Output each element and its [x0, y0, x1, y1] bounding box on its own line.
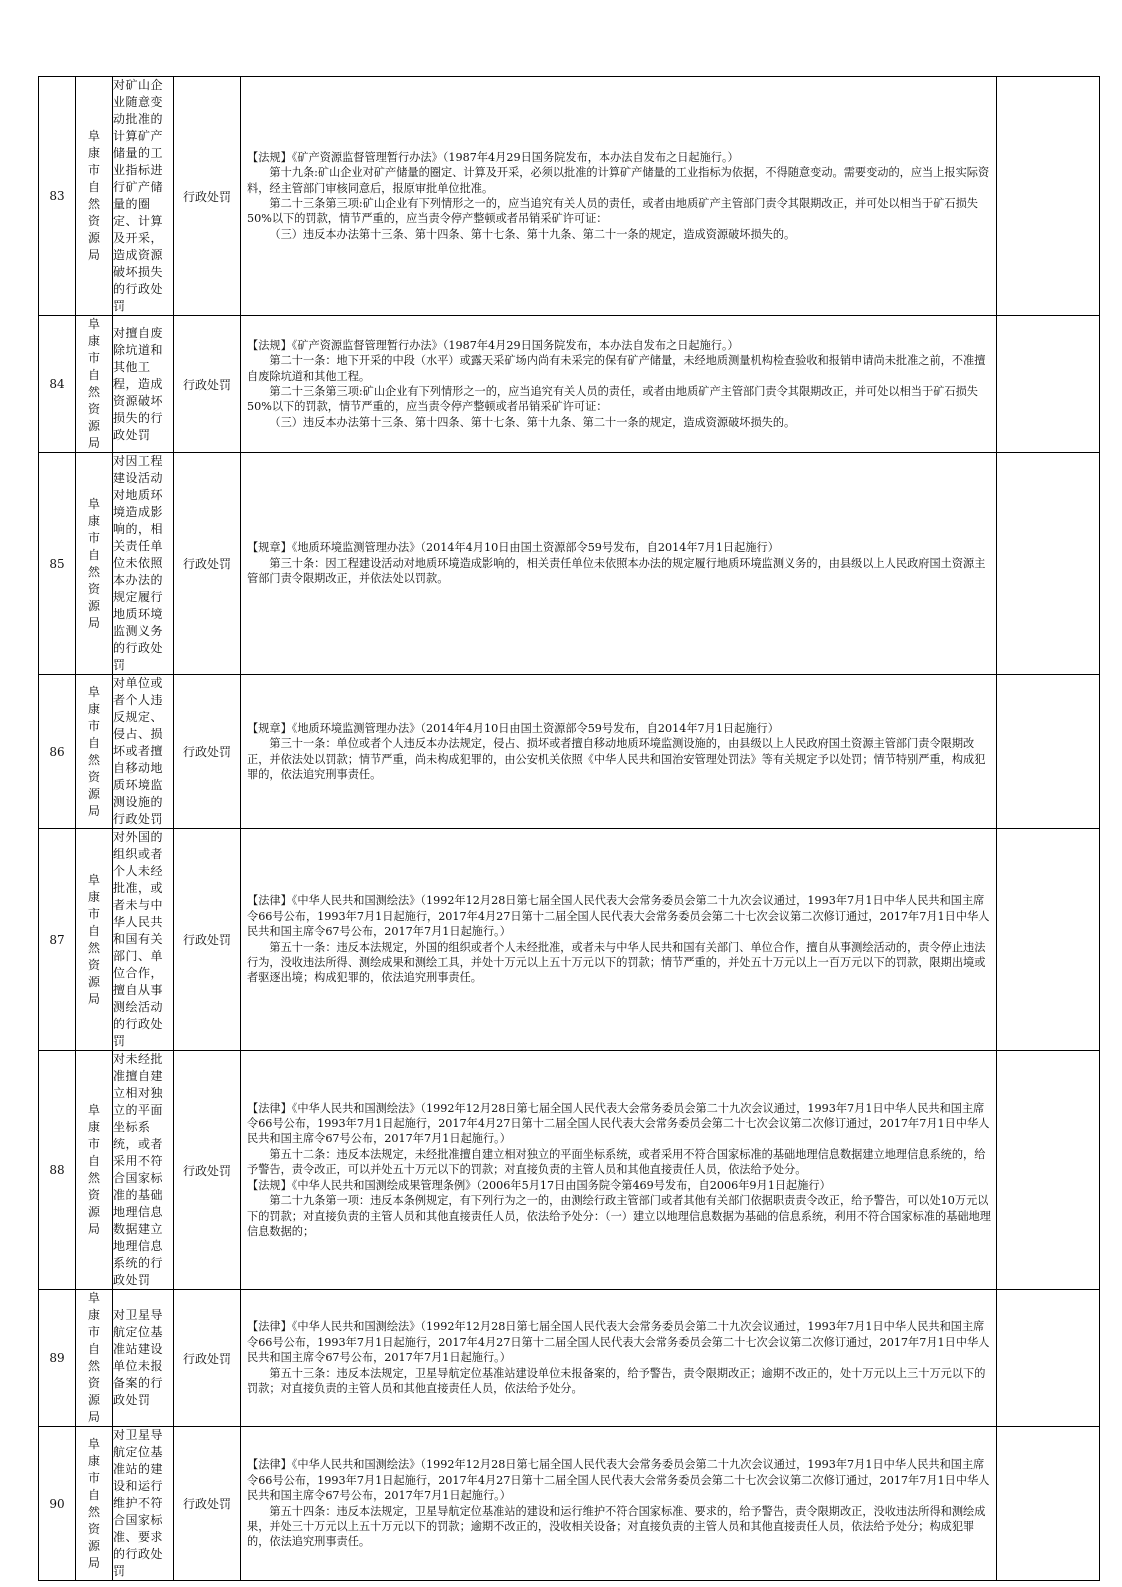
row-item-name: 对未经批准擅自建立相对独立的平面坐标系统，或者采用不符合国家标准的基础地理信息数据建立地理信息系统的行政处罚 — [113, 1051, 174, 1290]
row-organization — [76, 77, 113, 316]
row-item-type: 行政处罚 — [174, 829, 241, 1051]
row-remarks — [997, 1427, 1100, 1581]
row-item-name: 对矿山企业随意变动批准的计算矿产储量的工业指标进行矿产储量的圈定、计算及开采，造成资源破坏损失的行政处罚 — [113, 77, 174, 316]
row-organization — [76, 675, 113, 829]
row-number: 88 — [39, 1051, 76, 1290]
table-row — [39, 1290, 1100, 1427]
organization-text: 阜康市自然资源局 — [87, 496, 100, 630]
organization-text: 阜康市自然资源局 — [87, 1103, 100, 1236]
legal-basis-paragraph: 【法规】《矿产资源监督管理暂行办法》（1987年4月29日国务院发布，本办法自发布之日起施行。） — [247, 338, 739, 352]
row-item-name: 对卫星导航定位基准站建设单位未报备案的行政处罚 — [113, 1290, 174, 1427]
legal-basis-paragraph: 第二十九条第一项：违反本条例规定，有下列行为之一的，由测绘行政主管部门或者其他有关部门依据职责责令改正，给予警告，可以处10万元以下的罚款；对直接负责的主管人员和其他直接责任人员，依法给予处分：（一）建立以地理信息数据为基础的信息系统，利用不符合国家标准的基础地理信息数据的； — [247, 1194, 991, 1238]
table-row — [39, 1427, 1100, 1581]
row-legal-basis — [241, 829, 997, 1051]
row-item-type: 行政处罚 — [174, 1051, 241, 1290]
row-legal-basis — [241, 316, 997, 453]
row-legal-basis — [241, 77, 997, 316]
legal-basis-paragraph: 【法规】《矿产资源监督管理暂行办法》（1987年4月29日国务院发布，本办法自发布之日起施行。） — [247, 150, 739, 164]
row-number: 89 — [39, 1290, 76, 1427]
row-remarks — [997, 77, 1100, 316]
row-legal-basis — [241, 1427, 997, 1581]
row-organization — [76, 1051, 113, 1290]
legal-basis-paragraph: （三）违反本办法第十三条、第十四条、第十七条、第十九条、第二十一条的规定，造成资源破坏损失的。 — [269, 415, 796, 429]
row-number: 84 — [39, 316, 76, 453]
row-item-name: 对擅自废除坑道和其他工程，造成资源破坏损失的行政处罚 — [113, 316, 174, 453]
table-row — [39, 829, 1100, 1051]
row-organization — [76, 453, 113, 675]
legal-basis-paragraph: 第五十三条：违反本法规定，卫星导航定位基准站建设单位未报备案的，给予警告，责令限期改正；逾期不改正的，处十万元以上三十万元以下的罚款；对直接负责的主管人员和其他直接责任人员，依法给予处分。 — [247, 1366, 986, 1396]
organization-text: 阜康市自然资源局 — [87, 1291, 100, 1424]
row-item-name: 对卫星导航定位基准站的建设和运行维护不符合国家标准、要求的行政处罚 — [113, 1427, 174, 1581]
row-legal-basis — [241, 453, 997, 675]
legal-basis-paragraph: 【法律】《中华人民共和国测绘法》（1992年12月28日第七届全国人民代表大会常务委员会第二十九次会议通过，1993年7月1日中华人民共和国主席令66号公布，1993年7月1日起施行，2017年4月27日第十二届全国人民代表大会常务委员会第二十七次会议第二次修订通过，2017年7月1日中华人民共和国主席令67号公布，2017年7月1日起施行。） — [247, 1101, 990, 1146]
legal-basis-paragraph: 【法规】《中华人民共和国测绘成果管理条例》（2006年5月17日由国务院令第469号发布，自2006年9月1日起施行） — [247, 1178, 831, 1192]
legal-basis-paragraph: 【法律】《中华人民共和国测绘法》（1992年12月28日第七届全国人民代表大会常务委员会第二十九次会议通过，1993年7月1日中华人民共和国主席令66号公布，1993年7月1日起施行，2017年4月27日第十二届全国人民代表大会常务委员会第二十七次会议第二次修订通过，2017年7月1日中华人民共和国主席令67号公布，2017年7月1日起施行。） — [247, 1458, 990, 1503]
row-legal-basis — [241, 1290, 997, 1427]
legal-basis-paragraph: 第五十二条：违反本法规定，未经批准擅自建立相对独立的平面坐标系统，或者采用不符合国家标准的基础地理信息数据建立地理信息系统的，给予警告，责令改正，可以并处五十万元以下的罚款；对直接负责的主管人员和其他直接责任人员，依法给予处分。 — [247, 1147, 986, 1177]
legal-basis-paragraph: 第二十一条：地下开采的中段（水平）或露天采矿场内尚有未采完的保有矿产储量，未经地质测量机构检查验收和报销申请尚未批准之前，不准擅自废除坑道和其他工程。 — [247, 354, 986, 383]
row-organization — [76, 1427, 113, 1581]
legal-basis-paragraph: 第二十三条第三项:矿山企业有下列情形之一的，应当追究有关人员的责任，或者由地质矿产主管部门责令其限期改正，并可处以相当于矿石损失50%以下的罚款，情节严重的，应当责令停产整顿或者吊销采矿许可证： — [247, 197, 978, 226]
table-row — [39, 675, 1100, 829]
row-item-type: 行政处罚 — [174, 1290, 241, 1427]
row-item-type: 行政处罚 — [174, 675, 241, 829]
row-item-name: 对因工程建设活动对地质环境造成影响的，相关责任单位未依照本办法的规定履行地质环境监测义务的行政处罚 — [113, 453, 174, 675]
legal-basis-paragraph: 【法律】《中华人民共和国测绘法》（1992年12月28日第七届全国人民代表大会常务委员会第二十九次会议通过，1993年7月1日中华人民共和国主席令66号公布，1993年7月1日起施行，2017年4月27日第十二届全国人民代表大会常务委员会第二十七次会议第二次修订通过，2017年7月1日中华人民共和国主席令67号公布，2017年7月1日起施行。） — [247, 894, 990, 939]
organization-text: 阜康市自然资源局 — [87, 129, 100, 262]
row-remarks — [997, 1051, 1100, 1290]
row-remarks — [997, 316, 1100, 453]
organization-text: 阜康市自然资源局 — [87, 317, 100, 450]
row-remarks — [997, 829, 1100, 1051]
row-remarks — [997, 453, 1100, 675]
legal-basis-paragraph: 【规章】《地质环境监测管理办法》（2014年4月10日由国土资源部令59号发布，自2014年7月1日起施行） — [247, 721, 779, 735]
row-organization — [76, 316, 113, 453]
row-number: 86 — [39, 675, 76, 829]
row-number: 90 — [39, 1427, 76, 1581]
table-row — [39, 316, 1100, 453]
penalty-table — [38, 76, 1100, 1581]
row-item-name: 对单位或者个人违反规定、侵占、损坏或者擅自移动地质环境监测设施的行政处罚 — [113, 675, 174, 829]
table-row — [39, 77, 1100, 316]
legal-basis-paragraph: 第三十一条：单位或者个人违反本办法规定，侵占、损坏或者擅自移动地质环境监测设施的，由县级以上人民政府国土资源主管部门责令限期改正，并依法处以罚款；情节严重，尚未构成犯罪的，由公安机关依照《中华人民共和国治安管理处罚法》等有关规定予以处罚；情节特别严重，构成犯罪的，依法追究刑事责任。 — [247, 737, 986, 781]
row-number: 85 — [39, 453, 76, 675]
organization-text: 阜康市自然资源局 — [87, 684, 100, 818]
row-item-type: 行政处罚 — [174, 453, 241, 675]
row-number: 83 — [39, 77, 76, 316]
row-item-type: 行政处罚 — [174, 77, 241, 316]
row-item-type: 行政处罚 — [174, 316, 241, 453]
table-row — [39, 1051, 1100, 1290]
legal-basis-paragraph: （三）违反本办法第十三条、第十四条、第十七条、第十九条、第二十一条的规定，造成资源破坏损失的。 — [269, 227, 796, 241]
row-organization — [76, 1290, 113, 1427]
row-organization — [76, 829, 113, 1051]
legal-basis-paragraph: 【规章】《地质环境监测管理办法》（2014年4月10日由国土资源部令59号发布，自2014年7月1日起施行） — [247, 541, 779, 555]
row-remarks — [997, 675, 1100, 829]
legal-basis-paragraph: 第十九条:矿山企业对矿产储量的圈定、计算及开采，必须以批准的计算矿产储量的工业指标为依据，不得随意变动。需要变动的，应当上报实际资料，经主管部门审核同意后，报原审批单位批准。 — [247, 166, 990, 195]
row-legal-basis — [241, 1051, 997, 1290]
legal-basis-paragraph: 第五十四条：违反本法规定，卫星导航定位基准站的建设和运行维护不符合国家标准、要求的，给予警告，责令限期改正，没收违法所得和测绘成果，并处三十万元以上五十万元以下的罚款；逾期不改正的，没收相关设备；对直接负责的主管人员和其他直接责任人员，依法给予处分；构成犯罪的，依法追究刑事责任。 — [247, 1504, 986, 1549]
row-item-type: 行政处罚 — [174, 1427, 241, 1581]
row-number: 87 — [39, 829, 76, 1051]
row-item-name: 对外国的组织或者个人未经批准，或者未与中华人民共和国有关部门、单位合作，擅自从事测绘活动的行政处罚 — [113, 829, 174, 1051]
organization-text: 阜康市自然资源局 — [87, 872, 100, 1006]
row-remarks — [997, 1290, 1100, 1427]
organization-text: 阜康市自然资源局 — [87, 1436, 100, 1570]
table-row — [39, 453, 1100, 675]
table-body — [39, 77, 1100, 1581]
legal-basis-paragraph: 第二十三条第三项:矿山企业有下列情形之一的，应当追究有关人员的责任，或者由地质矿产主管部门责令其限期改正，并可处以相当于矿石损失50%以下的罚款，情节严重的，应当责令停产整顿或者吊销采矿许可证： — [247, 385, 978, 414]
legal-basis-paragraph: 第三十条：因工程建设活动对地质环境造成影响的，相关责任单位未依照本办法的规定履行地质环境监测义务的，由县级以上人民政府国土资源主管部门责令限期改正，并依法处以罚款。 — [247, 556, 986, 586]
legal-basis-paragraph: 【法律】《中华人民共和国测绘法》（1992年12月28日第七届全国人民代表大会常务委员会第二十九次会议通过，1993年7月1日中华人民共和国主席令66号公布，1993年7月1日起施行，2017年4月27日第十二届全国人民代表大会常务委员会第二十七次会议第二次修订通过，2017年7月1日中华人民共和国主席令67号公布，2017年7月1日起施行。） — [247, 1320, 990, 1365]
legal-basis-paragraph: 第五十一条：违反本法规定，外国的组织或者个人未经批准，或者未与中华人民共和国有关部门、单位合作，擅自从事测绘活动的，责令停止违法行为，没收违法所得、测绘成果和测绘工具，并处十万元以上五十万元以下的罚款；情节严重的，并处五十万元以上一百万元以下的罚款，限期出境或者驱逐出境；构成犯罪的，依法追究刑事责任。 — [247, 940, 986, 985]
row-legal-basis — [241, 675, 997, 829]
